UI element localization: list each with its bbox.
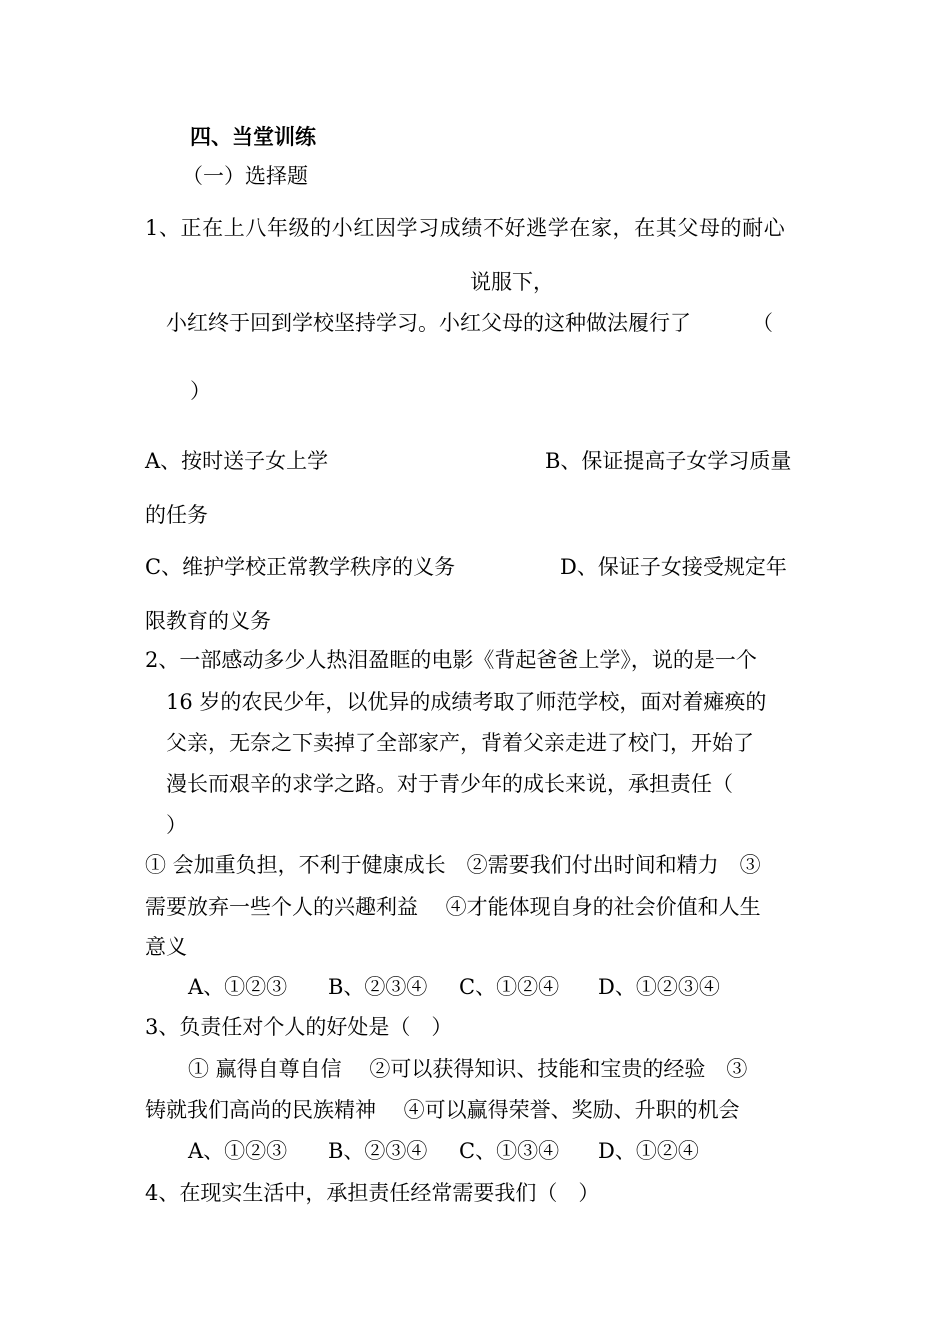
q2-items-line3: 意义 [145, 935, 187, 959]
q2-items-line1: ① 会加重负担，不利于健康成长 ②需要我们付出时间和精力 ③ [145, 853, 761, 877]
q2-items-line2: 需要放弃一些个人的兴趣利益 ④才能体现自身的社会价值和人生 [145, 895, 761, 919]
q2-choice-a: A、①②③ [188, 975, 288, 999]
q3-choice-a: A、①②③ [188, 1139, 288, 1163]
q4-line1: 4、在现实生活中，承担责任经常需要我们（ ） [145, 1181, 600, 1205]
q1-line1: 1、正在上八年级的小红因学习成绩不好逃学在家，在其父母的耐心 [145, 216, 786, 240]
q3-items-line1: ① 赢得自尊自信 ②可以获得知识、技能和宝贵的经验 ③ [188, 1057, 748, 1081]
q1-paren-open: （ [752, 311, 773, 335]
q3-items-line2: 铸就我们高尚的民族精神 ④可以赢得荣誉、奖励、升职的机会 [145, 1098, 740, 1122]
q1-option-d: D、保证子女接受规定年 [560, 555, 787, 579]
q3-choice-d: D、①②④ [598, 1139, 699, 1163]
q2-line1: 2、一部感动多少人热泪盈眶的电影《背起爸爸上学》，说的是一个 [145, 648, 757, 672]
q1-paren-close: ） [190, 379, 211, 403]
section-heading: 四、当堂训练 [190, 124, 316, 149]
q2-line3: 父亲，无奈之下卖掉了全部家产，背着父亲走进了校门，开始了 [166, 731, 754, 755]
q1-option-a: A、按时送子女上学 [145, 449, 329, 473]
q3-line1: 3、负责任对个人的好处是（ ） [145, 1015, 453, 1039]
section-subheading: （一）选择题 [182, 164, 308, 188]
q3-choice-c: C、①③④ [459, 1139, 560, 1163]
q1-line2: 说服下， [470, 270, 554, 294]
q2-line5: ） [166, 813, 187, 837]
q3-choice-b: B、②③④ [328, 1139, 428, 1163]
q1-option-b-cont: 的任务 [145, 503, 208, 527]
q1-option-b: B、保证提高子女学习质量 [545, 449, 792, 473]
q1-line3: 小红终于回到学校坚持学习。小红父母的这种做法履行了 [166, 311, 691, 335]
q2-choice-d: D、①②③④ [598, 975, 720, 999]
q1-option-d-cont: 限教育的义务 [145, 609, 271, 633]
q2-choice-b: B、②③④ [328, 975, 428, 999]
q2-choice-c: C、①②④ [459, 975, 560, 999]
q2-line2: 16 岁的农民少年，以优异的成绩考取了师范学校，面对着瘫痪的 [166, 690, 767, 714]
q1-option-c: C、维护学校正常教学秩序的义务 [145, 555, 456, 579]
q2-line4: 漫长而艰辛的求学之路。对于青少年的成长来说，承担责任（ [166, 772, 733, 796]
